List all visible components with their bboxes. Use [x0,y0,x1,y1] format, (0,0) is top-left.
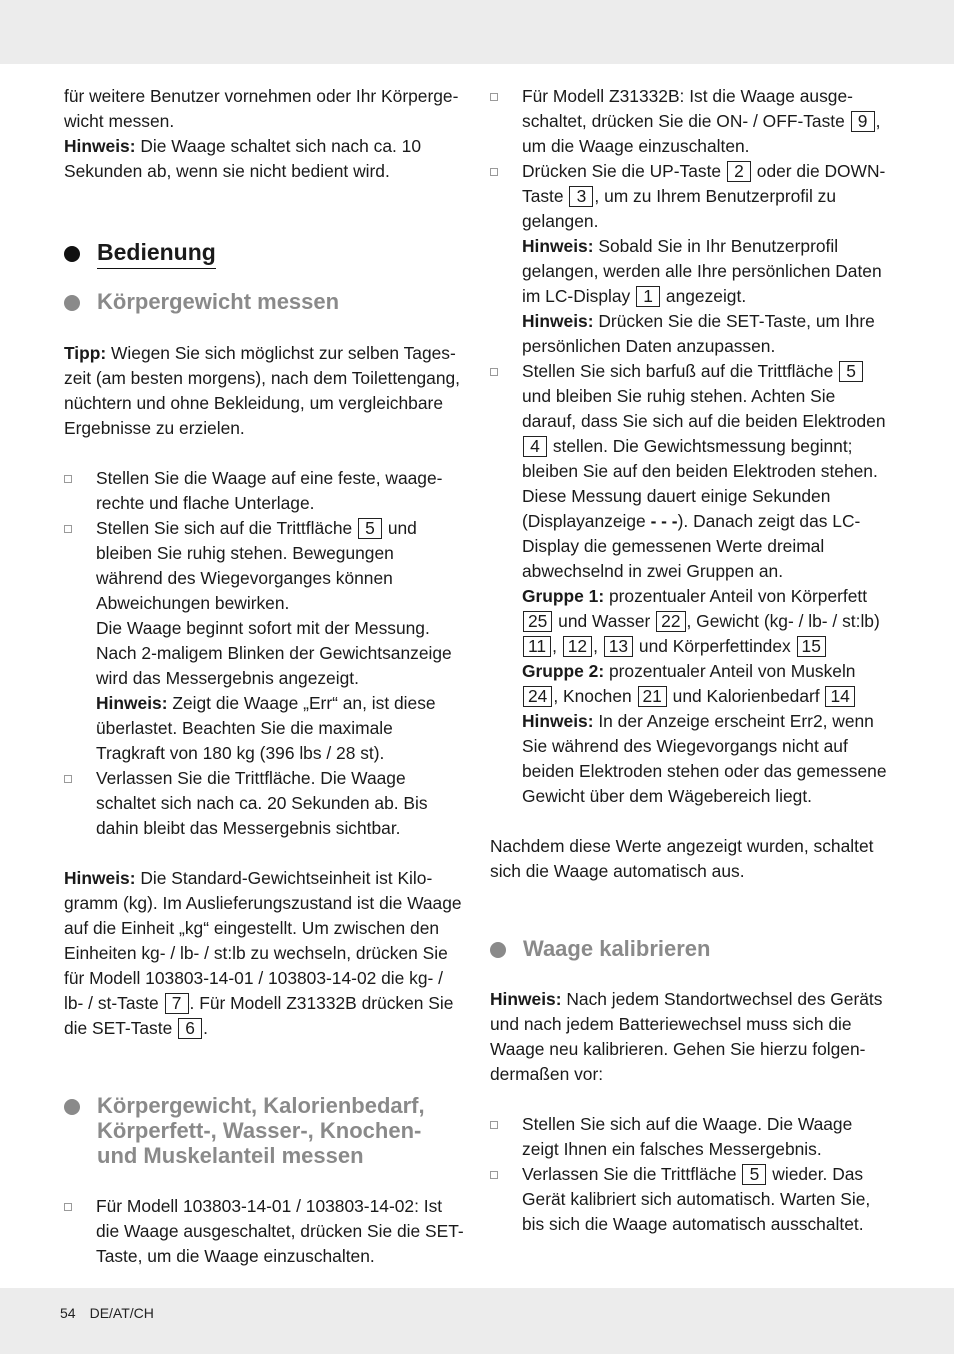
list-item-text: stellen. Die Gewichtsmessung beginnt; bleiben Sie auf den beiden Elektroden stehen. Diese Messung dauert einige Sekunden (Displayanzeige [522,436,878,531]
list-item-text: Für Modell Z31332B: Ist die Waage ausgeschaltet, drücken Sie die ON- / OFF-Taste [522,86,853,131]
key-reference: 1 [636,286,660,307]
display-dashes: - - - [650,511,678,531]
checkbox-square-icon [490,368,498,376]
list-item-text: , um die Waage einzuschalten. [522,111,881,156]
checkbox-square-icon [490,168,498,176]
group-text: und Wasser [553,611,656,631]
list-item-text: Für Modell 103803-14-01 / 103803-14-02: Ist die Waage ausgeschaltet, drücken Sie die SET-Taste, um die Waage einzuschalten. [96,1196,464,1266]
bullet-icon [64,246,80,262]
heading-bedienung-text: Bedienung [97,238,216,269]
group-text: , [593,636,603,656]
list-item-text: Verlassen Sie die Trittfläche. Die Waage schaltet sich nach ca. 20 Sekunden ab. Bis dahin bleibt das Messergebnis sichtbar. [96,768,428,838]
key-reference: 9 [851,111,875,132]
key-reference: 15 [797,636,826,657]
intro-text: für weitere Benutzer vornehmen oder Ihr Körpergewicht messen. [64,86,459,131]
hint-label: Hinweis: [96,693,168,713]
key-reference: 5 [839,361,863,382]
key-reference: 7 [165,993,189,1014]
hint-text: Die Waage schaltet sich nach ca. 10 Sekunden ab, wenn sie nicht bedient wird. [64,136,422,181]
list-item-text: Stellen Sie sich auf die Waage. Die Waage zeigt Ihnen ein falsches Messergebnis. [522,1114,853,1159]
list-item [64,466,464,516]
page-footer [60,1303,168,1323]
heading-multi-measure [64,1093,464,1168]
checkbox-square-icon [64,775,72,783]
key-reference: 25 [523,611,552,632]
hint-text: Zeigt die Waage „Err“ an, ist diese überlastet. Beachten Sie die maximale Tragkraft von 180 kg (396 lbs / 28 st). [96,693,436,763]
heading-kalibrieren [490,936,890,961]
group-text: und Kalorienbedarf [667,686,825,706]
list-item-text: Stellen Sie sich auf die Trittfläche [96,518,357,538]
key-reference: 21 [638,686,667,707]
right-column [490,84,890,1237]
calibration-hint-paragraph [490,987,890,1087]
intro-paragraph [64,84,464,184]
tip-text: Wiegen Sie sich möglichst zur selben Tageszeit (am besten morgens), nach dem Toilettengang, nüchtern und ohne Bekleidung, um vergleichbare Ergebnisse zu erzielen. [64,343,461,438]
key-reference: 14 [825,686,854,707]
group-text: , Gewicht (kg- / lb- / st:lb) [686,611,880,631]
checkbox-square-icon [64,1203,72,1211]
list-item [490,159,890,359]
bullet-icon [64,1099,80,1115]
list-item-text: ). Danach zeigt das LC-Display die gemessenen Werte dreimal abwechselnd in zwei Gruppen an. [522,511,861,581]
tip-label: Tipp: [64,343,107,363]
list-item [490,359,890,809]
heading-koerpergewicht [64,289,464,314]
group-label: Gruppe 1: [522,586,605,606]
hint-label: Hinweis: [522,711,594,731]
key-reference: 22 [656,611,685,632]
list-item [490,1112,890,1162]
checkbox-square-icon [64,525,72,533]
hint-label: Hinweis: [522,311,594,331]
list-item-text: Stellen Sie die Waage auf eine feste, waagerechte und flache Unterlage. [96,468,443,513]
checkbox-square-icon [64,475,72,483]
list-item-text: Verlassen Sie die Trittfläche [522,1164,742,1184]
left-column [64,84,464,1269]
group-text: prozentualer Anteil von Körperfett [604,586,868,606]
hint-text: . Für Modell Z31332B drücken Sie die SET-Taste [64,993,454,1038]
top-band [0,0,954,64]
checkbox-square-icon [490,93,498,101]
key-reference: 6 [178,1018,202,1039]
hint-text: . [203,1018,208,1038]
page-number: 54 [60,1305,76,1321]
key-reference: 3 [569,186,593,207]
hint-label: Hinweis: [64,868,136,888]
key-reference: 5 [742,1164,766,1185]
list-item-text: und bleiben Sie ruhig stehen. Bewegungen während des Wiegevorganges können Abweichungen bewirken. [96,518,417,613]
list-item [64,766,464,841]
list-item [64,1194,464,1269]
hint-label: Hinweis: [522,236,594,256]
list-item-text: Stellen Sie sich barfuß auf die Trittfläche [522,361,839,381]
key-reference: 12 [563,636,592,657]
list-item-text: , um zu Ihrem Benutzerprofil zu gelangen. [522,186,837,231]
key-reference: 11 [523,636,551,657]
checkbox-square-icon [490,1171,498,1179]
heading-multi-measure-text: Körpergewicht, Kalorienbedarf, Körperfett-, Wasser-, Knochen- und Muskelanteil messen [97,1093,425,1168]
bullet-icon [64,295,80,311]
hint-text: Die Standard-Gewichtseinheit ist Kilogramm (kg). Im Auslieferungszustand ist die Waage auf die Einheit „kg“ eingestellt. Um zwischen den Einheiten kg- / lb- / st:lb zu wechseln, drücken Sie für Modell 103803-14-01 / 103803-14-02 die kg- / lb- / st-Taste [64,868,462,1013]
hint-text: Sobald Sie in Ihr Benutzerprofil gelangen, werden alle Ihre persönlichen Daten im LC-Display [522,236,882,306]
heading-koerpergewicht-text: Körpergewicht messen [97,289,340,314]
hint-label: Hinweis: [490,989,562,1009]
list-item-text: wieder. Das Gerät kalibriert sich automatisch. Warten Sie, bis sich die Waage automatisch ausschaltet. [522,1164,871,1234]
bullet-icon [490,942,506,958]
key-reference: 24 [523,686,552,707]
tip-paragraph [64,341,464,441]
list-item-text: und bleiben Sie ruhig stehen. Achten Sie darauf, dass Sie sich auf die beiden Elektroden [522,386,886,431]
hint-text: Nach jedem Standortwechsel des Geräts und nach jedem Batteriewechsel muss sich die Waage neu kalibrieren. Gehen Sie hierzu folgendermaßen vor: [490,989,883,1084]
list-item [64,516,464,766]
hint-label: Hinweis: [64,136,136,156]
group-label: Gruppe 2: [522,661,605,681]
key-reference: 4 [523,436,547,457]
key-reference: 5 [358,518,382,539]
hint-text: angezeigt. [661,286,747,306]
list-item-text: Die Waage beginnt sofort mit der Messung. Nach 2-maligem Blinken der Gewichtsanzeige wird das Messergebnis angezeigt. [96,618,452,688]
hint-text: Drücken Sie die SET-Taste, um Ihre persönlichen Daten anzupassen. [522,311,875,356]
group-text: prozentualer Anteil von Muskeln [604,661,856,681]
list-item-text: oder die DOWN-Taste [522,161,886,206]
key-reference: 13 [604,636,633,657]
key-reference: 2 [727,161,751,182]
heading-kalibrieren-text: Waage kalibrieren [523,936,711,961]
list-item-text: Drücken Sie die UP-Taste [522,161,726,181]
checkbox-square-icon [490,1121,498,1129]
group-text: , [552,636,562,656]
after-values-paragraph: Nachdem diese Werte angezeigt wurden, schaltet sich die Waage automatisch aus. [490,836,874,881]
hint-text: In der Anzeige erscheint Err2, wenn Sie während des Wiegevorgangs nicht auf beiden Elektroden stehen oder das gemessene Gewicht über dem Wägebereich liegt. [522,711,887,806]
group-text: und Körperfettindex [634,636,796,656]
locale-label: DE/AT/CH [89,1305,154,1321]
heading-bedienung [64,238,464,269]
list-item [490,1162,890,1237]
list-item [490,84,890,159]
group-text: , Knochen [553,686,637,706]
unit-hint-paragraph [64,866,464,1041]
